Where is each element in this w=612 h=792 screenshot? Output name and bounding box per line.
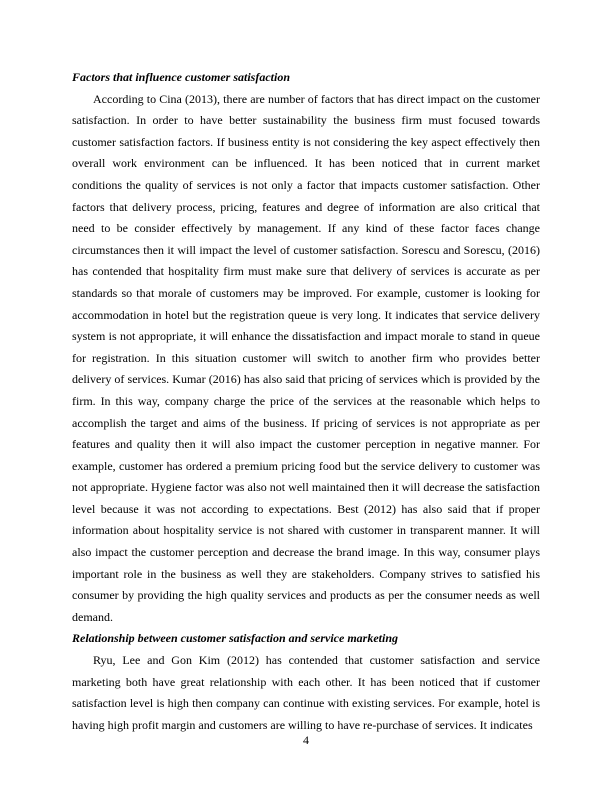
section-paragraph-factors: According to Cina (2013), there are number of factors that has direct impact on the customer satisfaction. In order to have better sustainability the business firm must focused towards customer satisfaction factors. If business entity is not considering the key aspect effectively then overall work environment can be influenced. It has been noticed that in current market conditions the quality of services is not only a factor that impacts customer satisfaction. Other factors that delivery process, pricing, features and degree of information are also critical that need to be consider effectively by management. If any kind of these factor faces change circumstances then it will impact the level of customer satisfaction. Sorescu and Sorescu, (2016) has contended that hospitality firm must make sure that delivery of services is accurate as per standards so that morale of customers may be improved. For example, customer is looking for accommodation in hotel but the registration queue is very long. It indicates that service delivery system is not appropriate, it will enhance the dissatisfaction and impact morale to stand in queue for registration. In this situation customer will switch to another firm who provides better delivery of services. Kumar (2016) has also said that pricing of services which is provided by the firm. In this way, company charge the price of the services at the reasonable which helps to accomplish the target and aims of the business. If pricing of services is not appropriate as per features and quality then it will also impact the customer perception in negative manner. For example, customer has ordered a premium pricing food but the service delivery to customer was not appropriate. Hygiene factor was also not well maintained then it will decrease the satisfaction level because it was not according to expectations. Best (2012) has also said that if proper information about hospitality service is not shared with customer in transparent manner. It will also impact the customer perception and decrease the brand image. In this way, consumer plays important role in the business as well they are stakeholders. Company strives to satisfied his consumer by providing the high quality services and products as per the consumer needs as well demand. [72,91,540,624]
page-number: 4 [303,733,309,747]
page-content [72,67,540,736]
section-paragraph-relationship: Ryu, Lee and Gon Kim (2012) has contended that customer satisfaction and service marketing both have great relationship with each other. It has been noticed that if customer satisfaction level is high then company can continue with existing services. For example, hotel is having high profit margin and customers are willing to have re-purchase of services. It indicates [72,653,540,732]
section-heading-relationship: Relationship between customer satisfaction and service marketing [72,631,399,646]
section-heading-factors: Factors that influence customer satisfaction [72,70,291,84]
